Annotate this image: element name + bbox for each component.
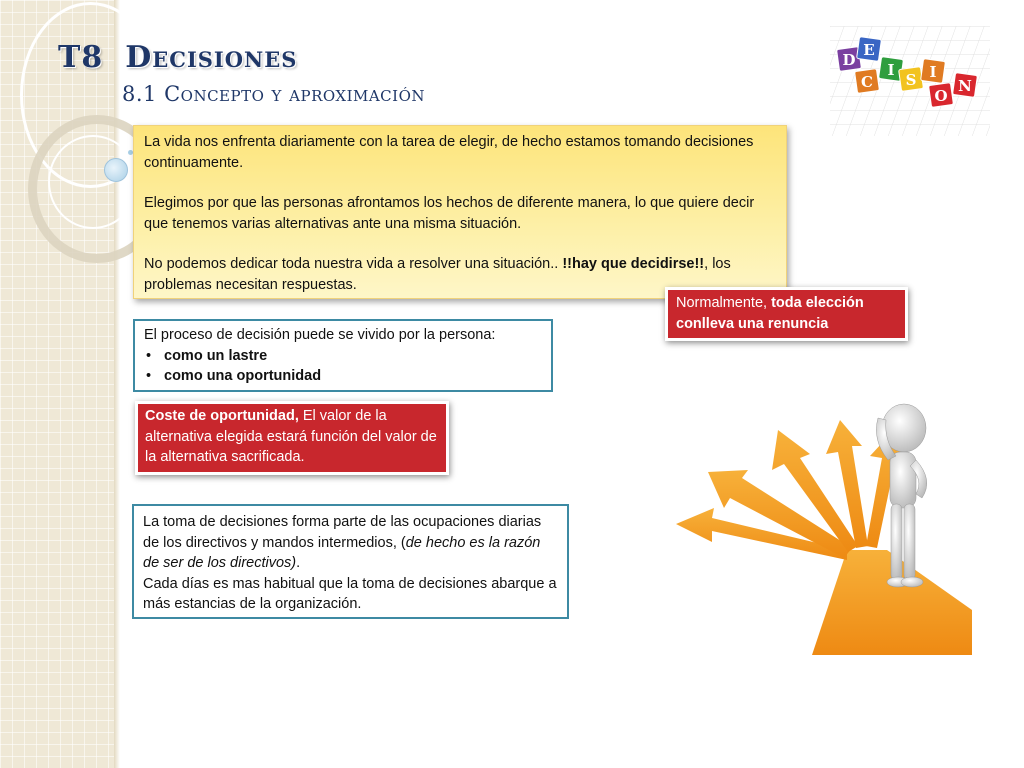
toma-box bbox=[132, 504, 569, 619]
title-code: T8 bbox=[58, 40, 104, 75]
slide-title bbox=[58, 40, 297, 75]
logo-tile bbox=[929, 83, 954, 108]
coste-bold: Coste de oportunidad, bbox=[145, 408, 299, 424]
logo-letter: N bbox=[958, 77, 972, 95]
intro-text: No podemos dedicar toda nuestra vida a resolver una situación.. bbox=[144, 256, 563, 272]
logo-letter: I bbox=[929, 63, 937, 81]
toma-italic: de hecho es la razón de ser de los directivos) bbox=[143, 534, 541, 571]
proceso-text: El proceso de decisión puede se vivido por la persona: bbox=[144, 327, 496, 343]
logo-letter: C bbox=[861, 73, 873, 91]
intro-paragraph: La vida nos enfrenta diariamente con la tarea de elegir, de hecho estamos tomando decisiones continuamente. bbox=[144, 134, 754, 171]
toma-text: Cada días es mas habitual que la toma de decisiones abarque a más estancias de la organización. bbox=[143, 575, 557, 612]
proceso-list bbox=[144, 346, 542, 387]
decision-logo bbox=[830, 26, 990, 136]
logo-tile bbox=[921, 59, 946, 84]
logo-letter: E bbox=[863, 41, 875, 59]
logo-letter: D bbox=[842, 51, 856, 69]
slide-subtitle: 8.1 Concepto y aproximación bbox=[122, 82, 426, 106]
logo-letter: I bbox=[887, 61, 895, 79]
toma-text bbox=[143, 512, 558, 574]
toma-normal: La toma de decisiones forma parte de las ocupaciones diarias de los directivos y mandos intermedios, ( bbox=[143, 514, 542, 551]
title-text: Decisiones bbox=[125, 40, 298, 75]
renuncia-normal: Normalmente, bbox=[676, 295, 772, 311]
logo-tile bbox=[857, 37, 882, 62]
list-item: • como una oportunidad bbox=[144, 366, 542, 387]
logo-tile bbox=[899, 67, 924, 92]
decorative-dot bbox=[104, 158, 128, 182]
intro-paragraph: Elegimos por que las personas afrontamos los hechos de diferente manera, lo que quiere decir que tenemos varias alternativas ante una misma situación. bbox=[144, 195, 755, 232]
logo-letter: O bbox=[934, 87, 948, 105]
renuncia-text bbox=[676, 293, 897, 334]
crossroads-illustration bbox=[672, 400, 972, 656]
intro-box bbox=[133, 125, 787, 299]
logo-letter: S bbox=[905, 71, 917, 89]
renuncia-box bbox=[665, 287, 908, 341]
decorative-ring bbox=[48, 135, 138, 229]
renuncia-bold: toda elección conlleva una renuncia bbox=[676, 295, 864, 332]
logo-tile bbox=[855, 69, 880, 94]
logo-tile bbox=[953, 73, 978, 98]
coste-text bbox=[145, 406, 439, 468]
intro-text: , los problemas necesitan respuestas. bbox=[144, 256, 731, 293]
coste-box bbox=[135, 401, 449, 475]
coste-normal: El valor de la alternativa elegida estará función del valor de la alternativa sacrificada. bbox=[145, 408, 437, 465]
intro-emphasis: !!hay que decidirse!! bbox=[562, 256, 705, 272]
toma-normal: . bbox=[296, 555, 301, 571]
list-item: • como un lastre bbox=[144, 346, 542, 367]
proceso-box bbox=[133, 319, 553, 392]
